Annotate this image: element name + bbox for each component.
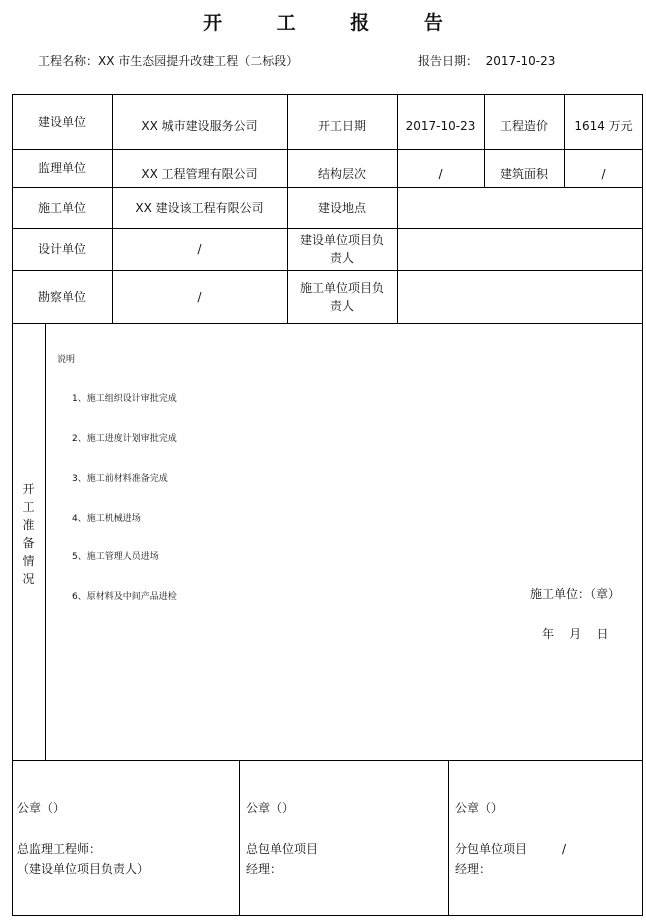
owner-pm-value: [397, 228, 643, 270]
start-date-label: 开工日期: [317, 118, 366, 133]
report-date: [418, 52, 555, 69]
area-label: 建筑面积: [499, 167, 548, 181]
project-name-label: 工程名称：: [38, 54, 99, 68]
sig1-line1: 总监理工程师：: [17, 842, 102, 856]
contractor-seal-label: 施工单位：（章）: [530, 587, 621, 601]
sig2-line2: 经理：: [246, 862, 283, 876]
explain-label: 说明: [57, 355, 76, 365]
page-title: 开 工 报 告: [203, 12, 467, 34]
design-unit-value: /: [197, 242, 202, 256]
sig1-seal: 公章（）: [17, 801, 66, 815]
site-value: [397, 187, 643, 228]
sig1-line2: （建设单位项目负责人）: [17, 862, 150, 876]
survey-unit-value: /: [197, 289, 202, 304]
owner-pm-label: 建设单位项目负责人: [299, 233, 384, 265]
prep-section-label-char: 备: [22, 536, 35, 550]
structure-value: /: [438, 167, 443, 181]
prep-item-3: 3、施工前材料准备完成: [72, 474, 168, 484]
contractor-pm-value: [397, 270, 643, 323]
sig3-line1: 分包单位项目: [455, 842, 528, 856]
contractor-pm-label: 施工单位项目负责人: [299, 280, 384, 313]
sig2-line1: 总包单位项目: [246, 842, 319, 856]
prep-item-6: 6、原材料及中间产品进检: [72, 592, 177, 602]
cost-label: 工程造价: [499, 118, 548, 133]
prep-section-label-char: 准: [22, 518, 35, 532]
prep-section-label-char: 工: [22, 500, 35, 514]
project-name-value: XX 市生态园提升改建工程（二标段）: [98, 54, 299, 68]
area-value: /: [601, 167, 606, 181]
site-label: 建设地点: [317, 200, 366, 215]
report-date-value: 2017-10-23: [485, 54, 556, 68]
build-unit-value: XX 城市建设服务公司: [141, 118, 258, 133]
project-name: [38, 52, 298, 69]
prep-section-label-char: 开: [22, 482, 35, 496]
cost-value: 1614 万元: [574, 118, 633, 133]
prep-section-label-char: 况: [22, 572, 35, 586]
sig3-seal: 公章（）: [455, 801, 504, 815]
prep-item-5: 5、施工管理人员进场: [72, 552, 159, 562]
structure-label: 结构层次: [317, 167, 366, 181]
report-date-label: 报告日期：: [418, 54, 479, 68]
design-unit-label: 设计单位: [37, 242, 86, 256]
prep-section-label: [12, 480, 45, 588]
survey-unit-label: 勘察单位: [37, 289, 86, 304]
build-unit-label: 建设单位: [37, 114, 86, 129]
supervise-unit-label: 监理单位: [37, 161, 86, 175]
prep-item-4: 4、施工机械进场: [72, 514, 141, 524]
start-date-value: 2017-10-23: [405, 118, 476, 133]
contractor-seal-date: 年 月 日: [542, 627, 609, 641]
sig3-slash: /: [562, 842, 567, 856]
prep-item-1: 1、施工组织设计审批完成: [72, 394, 177, 404]
supervise-unit-value: XX 工程管理有限公司: [141, 167, 258, 181]
sig3-line2: 经理：: [455, 862, 492, 876]
prep-item-2: 2、施工进度计划审批完成: [72, 434, 177, 444]
sig2-seal: 公章（）: [246, 801, 295, 815]
construct-unit-label: 施工单位: [37, 200, 86, 215]
prep-section-label-char: 情: [22, 554, 35, 568]
construct-unit-value: XX 建设该工程有限公司: [135, 200, 264, 215]
